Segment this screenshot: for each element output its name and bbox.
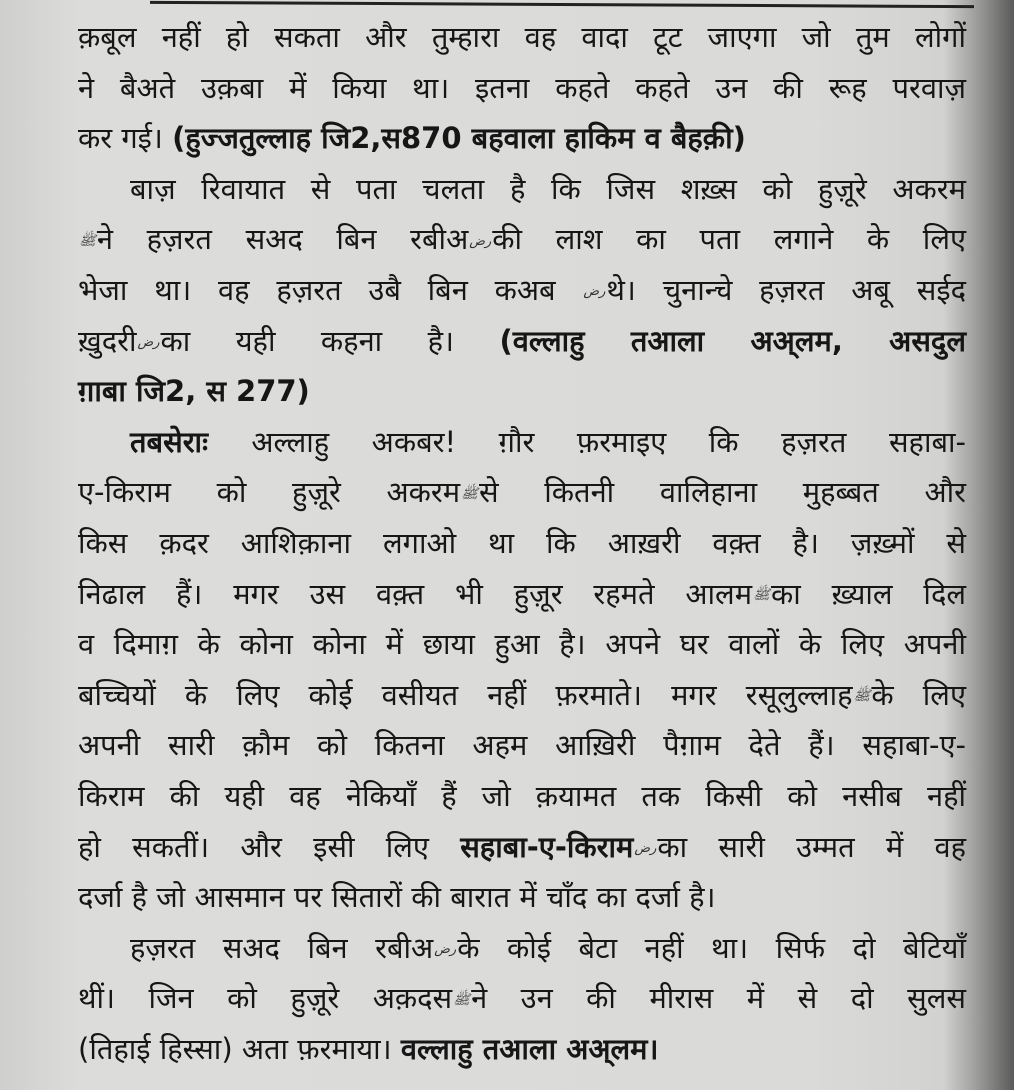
text-segment: थे। चुनान्चे हज़रत अबू सईद xyxy=(606,272,966,307)
top-rule xyxy=(150,1,974,8)
text-line xyxy=(78,113,966,164)
text-line xyxy=(78,1024,966,1075)
honorific-ra-icon xyxy=(583,266,605,318)
text-line xyxy=(78,214,966,265)
honorific-ra-icon xyxy=(634,823,656,875)
text-segment: ने उन की मीरास में से दो सुलस xyxy=(471,981,966,1016)
honorific-pbuh-icon xyxy=(453,975,470,1026)
text-line xyxy=(78,973,966,1024)
honorific-ra-icon xyxy=(469,216,491,268)
text-line xyxy=(78,518,966,569)
text-segment: व दिमाग़ के कोना कोना में छाया हुआ है। अपने घर वालों के लिए अपनी xyxy=(78,627,966,662)
text-line xyxy=(78,771,966,822)
text-segment: थीं। जिन को हुज़ूरे अक़दस xyxy=(78,981,453,1016)
honorific-ra-icon xyxy=(434,924,456,976)
bold-text-segment: ग़ाबा जि2, स 277) xyxy=(78,374,310,409)
text-segment: बाज़ रिवायात से पता चलता है कि जिस शख़्स को हुज़ूरे अकरम xyxy=(130,171,966,206)
text-line xyxy=(78,822,966,873)
bold-text-segment: (वल्लाहु तआला अअ्लम, असदुल xyxy=(499,323,966,358)
bold-text-segment: (हुज्जतुल्लाह जि2,स870 बहवाला हाकिम व बैहक़ी) xyxy=(172,121,746,156)
text-segment: कर गई। xyxy=(78,121,173,156)
text-segment: का ख़्याल दिल xyxy=(770,576,966,611)
text-segment: का सारी उम्मत में वह xyxy=(657,829,966,864)
honorific-pbuh-icon xyxy=(854,671,871,722)
text-line xyxy=(78,619,966,670)
text-segment: के कोई बेटा नहीं था। सिर्फ दो बेटियाँ xyxy=(457,930,967,965)
text-segment: अल्लाहु अकबर! ग़ौर फ़रमाइए कि हज़रत सहाबा- xyxy=(251,424,966,459)
text-line xyxy=(78,63,966,114)
text-segment: ने हज़रत सअद बिन रबीअ xyxy=(96,222,469,257)
text-line xyxy=(78,569,966,620)
text-segment: अपनी सारी क़ौम को कितना अहम आख़िरी पैग़ाम देते हैं। सहाबा-ए- xyxy=(78,728,966,763)
text-segment: के लिए xyxy=(871,677,966,712)
text-segment: की लाश का पता लगाने के लिए xyxy=(492,222,967,257)
text-segment: क़बूल नहीं हो सकता और तुम्हारा वह वादा टूट जाएगा जो तुम लोगों xyxy=(78,20,966,54)
text-segment: हो सकतीं। और इसी लिए xyxy=(78,829,461,864)
text-segment: का यही कहना है। xyxy=(160,323,500,358)
text-segment: बच्चियों के लिए कोई वसीयत नहीं फ़रमाते। मगर रसूलुल्लाह xyxy=(78,677,853,712)
honorific-pbuh-icon xyxy=(79,216,96,267)
text-segment: किराम की यही वह नेकियाँ हैं जो क़यामत तक किसी को नसीब नहीं xyxy=(78,778,966,813)
text-segment: ए-किराम को हुज़ूरे अकरम xyxy=(78,475,461,510)
honorific-pbuh-icon xyxy=(753,570,770,621)
honorific-pbuh-icon xyxy=(461,469,478,520)
text-segment: दर्जा है जो आसमान पर सितारों की बारात में चाँद का दर्जा है। xyxy=(78,880,716,915)
text-line xyxy=(78,265,966,316)
text-line xyxy=(78,720,966,771)
text-line xyxy=(78,872,966,923)
text-line xyxy=(78,316,966,367)
text-line xyxy=(78,467,966,518)
text-line xyxy=(78,923,966,974)
text-segment: (तिहाई हिस्सा) अता फ़रमाया। xyxy=(78,1031,401,1066)
text-segment: ने बैअते उक़बा में किया था। इतना कहते कहते उन की रूह परवाज़ xyxy=(78,70,966,105)
text-segment: से कितनी वालिहाना मुहब्बत और xyxy=(479,475,966,510)
page-body-text xyxy=(78,12,966,1074)
text-line xyxy=(78,670,966,721)
text-line xyxy=(78,164,966,215)
text-segment: हज़रत सअद बिन रबीअ xyxy=(130,930,434,965)
bold-text-segment: वल्लाहु तआला अअ्लम। xyxy=(400,1031,659,1066)
text-segment: ख़ुदरी xyxy=(78,323,137,358)
bold-text-segment: तबसेराः xyxy=(130,424,252,459)
honorific-ra-icon xyxy=(138,317,160,369)
text-segment: किस क़दर आशिक़ाना लगाओ था कि आख़री वक़्त है। ज़ख़्मों से xyxy=(78,525,966,560)
text-line xyxy=(78,366,966,417)
text-segment: भेजा था। वह हज़रत उबै बिन कअब xyxy=(78,272,583,307)
text-line xyxy=(78,12,966,63)
text-segment: निढाल हैं। मगर उस वक़्त भी हुज़ूर रहमते आलम xyxy=(78,576,753,611)
bold-text-segment: सहाबा-ए-किराम xyxy=(460,829,634,864)
text-line xyxy=(78,417,966,468)
